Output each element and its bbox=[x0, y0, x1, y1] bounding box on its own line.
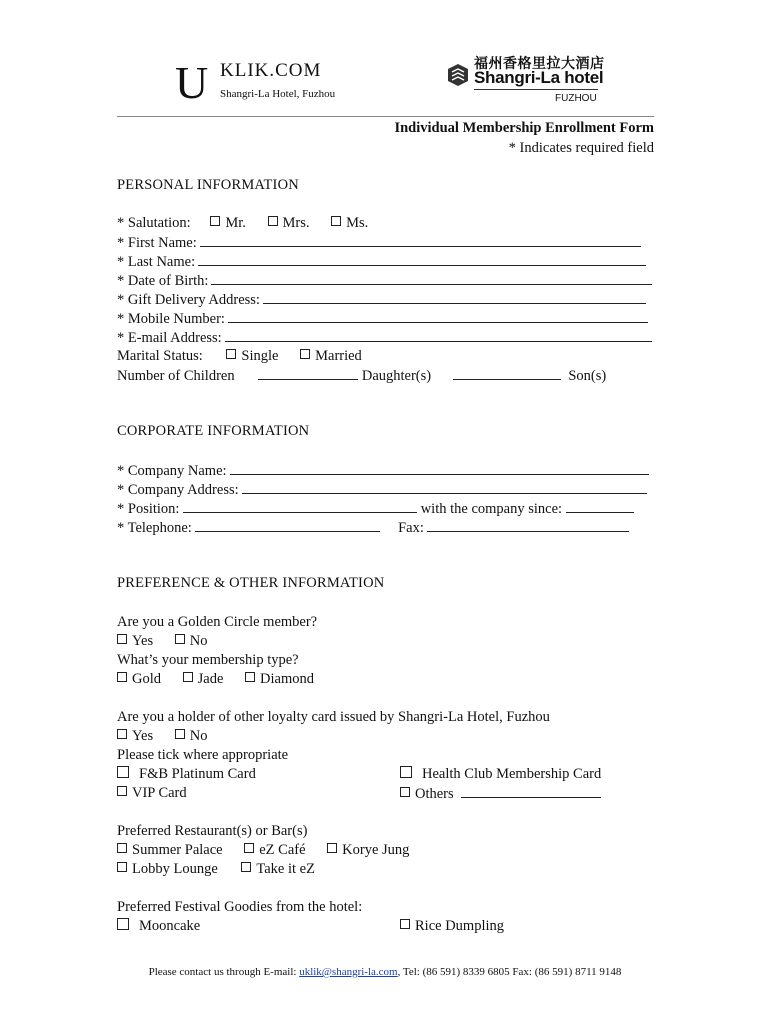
checkbox-icon[interactable] bbox=[117, 843, 127, 853]
checkbox-icon[interactable] bbox=[183, 672, 193, 682]
marital-married-option[interactable]: Married bbox=[300, 347, 362, 366]
children-label: Number of Children bbox=[117, 368, 235, 384]
position-line[interactable] bbox=[183, 499, 417, 513]
restaurant-summer-palace[interactable]: Summer Palace bbox=[117, 841, 223, 860]
checkbox-icon[interactable] bbox=[117, 918, 129, 930]
checkbox-icon[interactable] bbox=[245, 672, 255, 682]
card-vip[interactable]: VIP Card bbox=[117, 784, 187, 803]
others-line[interactable] bbox=[461, 784, 601, 798]
card-fb-platinum[interactable]: F&B Platinum Card bbox=[117, 765, 256, 784]
golden-no-option[interactable]: No bbox=[175, 632, 208, 651]
checkbox-icon[interactable] bbox=[400, 766, 412, 778]
preference-heading: PREFERENCE & OTHER INFORMATION bbox=[117, 575, 385, 591]
checkbox-icon[interactable] bbox=[331, 216, 341, 226]
u-logo-letter: U bbox=[175, 57, 209, 108]
type-jade-option[interactable]: Jade bbox=[183, 670, 224, 689]
checkbox-icon[interactable] bbox=[226, 349, 236, 359]
checkbox-icon[interactable] bbox=[210, 216, 220, 226]
email-line[interactable] bbox=[225, 328, 652, 342]
checkbox-icon[interactable] bbox=[244, 843, 254, 853]
restaurant-lobby-lounge[interactable]: Lobby Lounge bbox=[117, 860, 218, 879]
sons-line[interactable] bbox=[453, 366, 561, 380]
children-row bbox=[117, 366, 606, 386]
type-gold-option[interactable]: Gold bbox=[117, 670, 161, 689]
daughters-label: Daughter(s) bbox=[361, 368, 432, 384]
card-health-club[interactable]: Health Club Membership Card bbox=[400, 765, 601, 784]
position-row bbox=[117, 499, 634, 519]
restaurant-question: Preferred Restaurant(s) or Bar(s) bbox=[117, 823, 308, 839]
loyalty-no-option[interactable]: No bbox=[175, 727, 208, 746]
personal-heading: PERSONAL INFORMATION bbox=[117, 177, 299, 193]
hotel-name: Shangri-La hotel bbox=[474, 68, 604, 87]
checkbox-icon[interactable] bbox=[175, 634, 185, 644]
restaurant-korye-jung[interactable]: Korye Jung bbox=[327, 841, 409, 860]
sons-label: Son(s) bbox=[568, 368, 607, 384]
since-label: with the company since: bbox=[420, 501, 563, 517]
hotel-rule bbox=[474, 89, 598, 90]
marital-label: Marital Status: bbox=[117, 348, 203, 364]
goodies-mooncake[interactable]: Mooncake bbox=[117, 917, 200, 936]
marital-single-option[interactable]: Single bbox=[226, 347, 278, 366]
checkbox-icon[interactable] bbox=[400, 787, 410, 797]
since-line[interactable] bbox=[566, 499, 634, 513]
salutation-label: * Salutation: bbox=[117, 215, 191, 231]
shangri-la-logo-icon bbox=[447, 63, 469, 87]
brand-subtitle: Shangri-La Hotel, Fuzhou bbox=[220, 88, 336, 100]
telephone-row bbox=[117, 518, 629, 538]
marital-row bbox=[117, 347, 362, 366]
card-others[interactable]: Others bbox=[400, 784, 601, 804]
gift-address-line[interactable] bbox=[263, 290, 646, 304]
checkbox-icon[interactable] bbox=[117, 766, 129, 778]
checkbox-icon[interactable] bbox=[327, 843, 337, 853]
salutation-mr-option[interactable]: Mr. bbox=[210, 214, 246, 233]
golden-options bbox=[117, 632, 207, 651]
corporate-heading: CORPORATE INFORMATION bbox=[117, 423, 310, 439]
checkbox-icon[interactable] bbox=[117, 786, 127, 796]
header-divider bbox=[117, 116, 654, 117]
gift-address-field[interactable]: * Gift Delivery Address: bbox=[117, 290, 646, 310]
dob-field[interactable]: * Date of Birth: bbox=[117, 271, 652, 291]
fax-line[interactable] bbox=[427, 518, 629, 532]
loyalty-yes-option[interactable]: Yes bbox=[117, 727, 153, 746]
hotel-chinese-name: 福州香格里拉大酒店 bbox=[474, 56, 605, 72]
checkbox-icon[interactable] bbox=[400, 919, 410, 929]
brand-name: KLIK.COM bbox=[220, 60, 322, 81]
dob-line[interactable] bbox=[211, 271, 652, 285]
footer-email-link[interactable]: uklik@shangri-la.com bbox=[299, 966, 398, 978]
company-name-field[interactable]: * Company Name: bbox=[117, 461, 649, 481]
telephone-line[interactable] bbox=[195, 518, 380, 532]
restaurant-options-row2 bbox=[117, 860, 315, 879]
company-name-line[interactable] bbox=[230, 461, 649, 475]
mobile-line[interactable] bbox=[228, 309, 648, 323]
salutation-mrs-option[interactable]: Mrs. bbox=[268, 214, 310, 233]
checkbox-icon[interactable] bbox=[241, 862, 251, 872]
last-name-field[interactable]: * Last Name: bbox=[117, 252, 646, 272]
position-label: * Position: bbox=[117, 501, 180, 517]
first-name-line[interactable] bbox=[200, 233, 641, 247]
checkbox-icon[interactable] bbox=[117, 672, 127, 682]
hotel-city: FUZHOU bbox=[555, 93, 597, 104]
required-note: * Indicates required field bbox=[508, 140, 654, 156]
goodies-rice-dumpling[interactable]: Rice Dumpling bbox=[400, 917, 504, 936]
loyalty-options bbox=[117, 727, 207, 746]
telephone-label: * Telephone: bbox=[117, 520, 192, 536]
restaurant-ez-cafe[interactable]: eZ Café bbox=[244, 841, 305, 860]
company-address-line[interactable] bbox=[242, 480, 647, 494]
restaurant-take-it-ez[interactable]: Take it eZ bbox=[241, 860, 315, 879]
loyalty-question: Are you a holder of other loyalty card issued by Shangri-La Hotel, Fuzhou bbox=[117, 709, 550, 725]
checkbox-icon[interactable] bbox=[117, 862, 127, 872]
checkbox-icon[interactable] bbox=[300, 349, 310, 359]
checkbox-icon[interactable] bbox=[117, 634, 127, 644]
restaurant-options-row1 bbox=[117, 841, 409, 860]
checkbox-icon[interactable] bbox=[175, 729, 185, 739]
form-title: Individual Membership Enrollment Form bbox=[394, 120, 654, 136]
salutation-ms-option[interactable]: Ms. bbox=[331, 214, 368, 233]
email-field[interactable]: * E-mail Address: bbox=[117, 328, 652, 348]
fax-label: Fax: bbox=[398, 520, 424, 536]
footer-contact: Please contact us through E-mail: uklik@shangri-la.com, Tel: (86 591) 8339 6805 Fax: (86 591) 8711 9148 bbox=[148, 966, 622, 978]
mobile-field[interactable]: * Mobile Number: bbox=[117, 309, 648, 329]
tick-note: Please tick where appropriate bbox=[117, 747, 289, 763]
daughters-line[interactable] bbox=[258, 366, 358, 380]
checkbox-icon[interactable] bbox=[117, 729, 127, 739]
golden-question: Are you a Golden Circle member? bbox=[117, 614, 318, 630]
checkbox-icon[interactable] bbox=[268, 216, 278, 226]
last-name-line[interactable] bbox=[198, 252, 646, 266]
golden-yes-option[interactable]: Yes bbox=[117, 632, 153, 651]
first-name-field[interactable]: * First Name: bbox=[117, 233, 641, 253]
membership-type-options bbox=[117, 670, 314, 689]
type-diamond-option[interactable]: Diamond bbox=[245, 670, 314, 689]
membership-type-question: What’s your membership type? bbox=[117, 652, 299, 668]
salutation-row bbox=[117, 214, 368, 233]
company-address-field[interactable]: * Company Address: bbox=[117, 480, 647, 500]
goodies-question: Preferred Festival Goodies from the hotel: bbox=[117, 899, 363, 915]
